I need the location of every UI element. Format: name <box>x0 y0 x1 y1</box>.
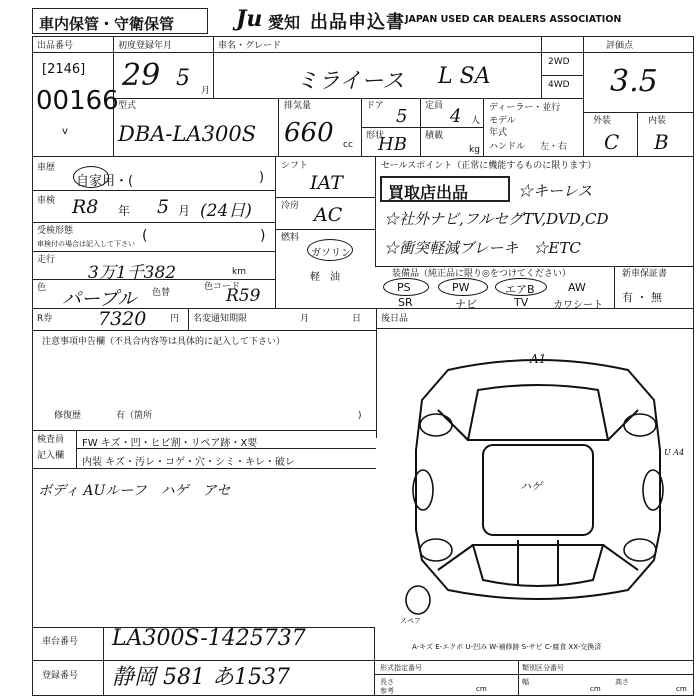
inspection-year-label: 年 <box>118 204 131 218</box>
dealer-model-label: モデル <box>489 116 516 126</box>
footer-width-label: 幅 <box>522 678 529 686</box>
acceptance-note: 車検付の場合は記入して下さい <box>37 240 135 248</box>
drive-2wd: 2WD <box>548 57 570 67</box>
footer-height-unit: cm <box>676 685 687 693</box>
dealer-handle-label: ハンドル <box>489 142 526 152</box>
history-label: 車歴 <box>37 163 56 173</box>
chassis-value: LA300S-1425737 <box>112 626 306 651</box>
first-reg-year: 29 <box>122 58 161 93</box>
inspector-label-1: 検査員 <box>37 435 65 445</box>
footer-length-unit: cm <box>476 685 487 693</box>
after-fit-label: 後日品 <box>381 314 409 324</box>
cooling-label: 冷房 <box>281 201 300 211</box>
color-code: R59 <box>226 286 261 306</box>
model-label: 車名・グレード <box>218 41 282 51</box>
mileage-unit: km <box>232 267 246 277</box>
shape-value: HB <box>378 134 407 155</box>
rating-ext: C <box>604 130 620 154</box>
sales-point-line1: ☆キーレス <box>518 182 593 200</box>
lot-sub-number: [2146] <box>42 62 86 77</box>
mileage-label: 走行 <box>37 255 56 265</box>
diagram-spare-label: スペア <box>400 617 421 625</box>
equip-seat: カワシート <box>553 300 603 311</box>
inspector-fw-line: FW キズ・凹・ヒビ割・リペア跡・X要 <box>82 438 258 449</box>
dealer-year-label: 年式 <box>489 128 508 138</box>
equip-aw: AW <box>568 281 586 294</box>
footer-class-label: 類別区分番号 <box>522 664 564 672</box>
title-change-label: 名変通知期限 <box>193 314 248 324</box>
plate-label: 登録番号 <box>42 671 79 681</box>
displacement-value: 660 <box>284 118 334 148</box>
diagram-top-mark: A1 <box>530 352 547 366</box>
diagram-legend: A-キズ E-エクボ U-凹み W-補修跡 S-サビ C-腐食 XX-交換済 <box>412 643 602 651</box>
association-name: JAPAN USED CAR DEALERS ASSOCIATION <box>405 14 622 25</box>
inspector-int-line: 内装 キズ・汚レ・コゲ・穴・シミ・キレ・破レ <box>82 457 295 468</box>
color-code-label: 色コード <box>204 282 241 292</box>
color-change-label: 色替 <box>152 288 171 298</box>
first-reg-month-unit: 月 <box>201 86 211 96</box>
fuel-gasoline: ガソリン <box>311 248 351 259</box>
footer-height-label: 高さ <box>615 678 629 686</box>
inspection-month: 5 <box>157 196 170 218</box>
drive-4wd: 4WD <box>548 80 570 90</box>
footer-width-unit: cm <box>590 685 601 693</box>
repair-value: 有（箇所 <box>116 411 153 421</box>
lot-mark: v <box>62 126 68 137</box>
inspection-label: 車検 <box>37 196 56 206</box>
color-label: 色 <box>37 283 47 293</box>
warranty-label: 新車保証書 <box>622 269 668 279</box>
acceptance-label: 受検形態 <box>37 226 74 236</box>
notes-label: 注意事項申告欄（不具合内容等は具体的に記入して下さい） <box>42 337 286 347</box>
title-change-month: 月 <box>300 314 310 324</box>
dealer-label: ディーラー・並行 <box>489 103 561 113</box>
model-name: ミライース <box>296 69 405 94</box>
equip-navi: ナビ <box>455 298 477 311</box>
fuel-label: 燃料 <box>281 233 300 243</box>
inspection-day: (24日) <box>200 201 252 221</box>
footer-type-label: 形式指定番号 <box>380 664 422 672</box>
storage-label-box <box>32 8 208 34</box>
rating-score: 3.5 <box>610 64 658 99</box>
footer-length-label: 長さ <box>380 678 394 686</box>
storage-label: 車内保管・守衛保管 <box>39 15 175 33</box>
equip-pw: PW <box>452 281 470 294</box>
first-reg-month: 5 <box>176 66 190 91</box>
type-label: 型式 <box>118 101 137 111</box>
color-value: パープル <box>62 288 137 310</box>
capacity-label: 定員 <box>425 101 444 111</box>
capacity-unit: 人 <box>471 116 481 126</box>
rating-int: B <box>654 130 669 154</box>
chassis-label: 車台番号 <box>42 637 79 647</box>
inspection-era: R8 <box>72 196 99 218</box>
rating-ext-label: 外装 <box>593 116 612 126</box>
rating-label: 評価点 <box>606 41 634 51</box>
shape-label: 形状 <box>366 131 385 141</box>
equip-sr: SR <box>398 296 413 309</box>
cooling-value: AC <box>314 204 343 226</box>
fuel-diesel: 軽 油 <box>310 272 340 283</box>
equip-ps: PS <box>397 281 411 294</box>
recycle-value: 7320 <box>98 308 147 330</box>
equipment-label: 装備品（純正品に限り◎をつけてください） <box>392 269 571 279</box>
equip-airbag: エアB <box>505 283 535 296</box>
load-unit: kg <box>469 145 480 155</box>
lot-number: 00166 <box>36 86 119 116</box>
inspection-month-label: 月 <box>178 204 191 218</box>
plate-value: 静岡 581 あ1537 <box>112 665 290 690</box>
capacity-value: 4 <box>450 106 462 127</box>
equip-tv: TV <box>514 296 529 309</box>
title-change-day: 日 <box>352 314 362 324</box>
model-grade: L SA <box>438 64 491 89</box>
warranty-options: 有 ・ 無 <box>622 291 662 304</box>
load-label: 積載 <box>425 131 444 141</box>
footer-ref-label: 参考 <box>380 687 394 695</box>
inspector-label-2: 記入欄 <box>37 451 65 461</box>
history-paren: ) <box>259 170 265 185</box>
mileage-value: 3万1千382 <box>88 263 177 283</box>
history-value: 自家用・( <box>76 174 134 189</box>
buyer-badge: 買取店出品 <box>388 183 469 202</box>
sales-point-line2: ☆社外ナビ,フルセグTV,DVD,CD <box>384 210 609 228</box>
repair-close: ) <box>358 411 362 421</box>
form-title: 出品申込書 <box>310 12 405 33</box>
logo-area: 愛知 <box>268 13 301 32</box>
first-reg-label: 初度登録年月 <box>118 41 173 51</box>
type-code: DBA-LA300S <box>118 122 257 146</box>
rating-int-label: 内装 <box>648 116 667 126</box>
sales-point-line3: ☆衝突軽減ブレーキ ☆ETC <box>384 239 581 257</box>
acceptance-paren-close: ) <box>260 228 266 244</box>
dealer-handle-options: 左・右 <box>540 142 568 152</box>
doors-label: ドア <box>366 101 384 111</box>
sales-point-label: セールスポイント（正常に機能するものに限ります） <box>381 161 597 171</box>
recycle-unit: 円 <box>170 314 180 324</box>
diagram-roof-mark: ハゲ <box>520 480 542 493</box>
diagram-right-note: U A4 <box>664 448 685 457</box>
buyer-badge-box <box>380 176 510 202</box>
repair-label: 修復歴 <box>54 411 82 421</box>
doors-value: 5 <box>396 106 408 127</box>
displacement-label: 排気量 <box>284 101 312 111</box>
inspector-comment: ボディ AUルーフ ハゲ アセ <box>38 483 231 499</box>
logo-mark: Ju <box>236 6 263 32</box>
recycle-label: R券 <box>37 314 53 324</box>
displacement-unit: cc <box>343 140 353 150</box>
shift-label: シフト <box>281 161 309 171</box>
lot-label: 出品番号 <box>37 41 74 51</box>
acceptance-paren-open: ( <box>142 228 148 244</box>
shift-value: IAT <box>310 172 343 194</box>
